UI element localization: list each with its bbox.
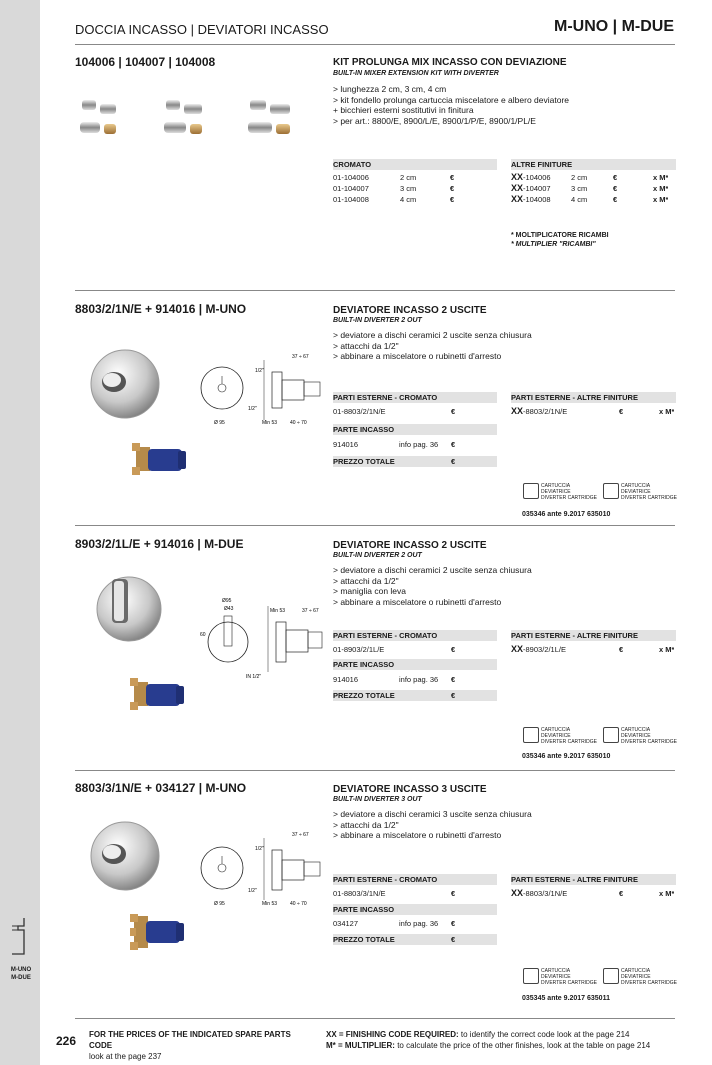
extension-kit-image [78,96,308,142]
table-header: ALTRE FINITURE [511,159,676,170]
svg-text:Min 53: Min 53 [262,901,278,907]
technical-drawing [198,592,326,684]
table-header: CROMATO [333,159,497,170]
svg-text:1/2": 1/2" [255,846,264,852]
table-row: XX -104006 2 cm € x M* [511,172,669,182]
product-title: DEVIATORE INCASSO 2 USCITE [333,305,487,316]
faucet-icon [8,916,34,956]
cartridge-codes: 035346 ante 9.2017 635010 [522,753,611,760]
table-row: 01-104008 4 cm € [333,195,455,204]
svg-text:1/2": 1/2" [248,888,257,894]
page-number: 226 [56,1034,77,1048]
product-title: DEVIATORE INCASSO 3 USCITE [333,784,487,795]
svg-text:40 ÷ 70: 40 ÷ 70 [290,901,307,907]
table-row: 01-104006 2 cm € [333,173,455,182]
table-total: PREZZO TOTALE € [333,690,497,701]
svg-text:37 ÷ 67: 37 ÷ 67 [302,608,319,614]
cartridge-icon: CARTUCCIA DEVIATRICE DIVERTER CARTRIDGE [603,727,677,745]
diverter-plate-image [94,573,164,645]
table-row: 034127 info pag. 36 € [333,919,456,928]
svg-text:Min 53: Min 53 [262,420,278,426]
cartridge-icon: CARTUCCIA DEVIATRICE DIVERTER CARTRIDGE [603,968,677,986]
product-subtitle: BUILT-IN DIVERTER 2 OUT [333,317,422,324]
header-divider [75,44,675,45]
svg-text:1/2": 1/2" [248,406,257,412]
multiplier-note: * MOLTIPLICATORE RICAMBI * MULTIPLIER "RICAMBI" [511,232,609,248]
table-header: PARTI ESTERNE - CROMATO [333,630,497,641]
cartridge-icons [523,727,677,745]
product-title: KIT PROLUNGA MIX INCASSO CON DEVIAZIONE [333,57,567,68]
cartridge-icons [523,968,677,986]
cartridge-icon: CARTUCCIA DEVIATRICE DIVERTER CARTRIDGE [523,483,597,501]
section-code: 104006 | 104007 | 104008 [75,55,216,69]
table-row: 01-8803/2/1N/E € [333,407,456,416]
product-subtitle: BUILT-IN MIXER EXTENSION KIT WITH DIVERTER [333,70,499,77]
cartridge-icon: CARTUCCIA DEVIATRICE DIVERTER CARTRIDGE [603,483,677,501]
svg-text:60: 60 [200,632,206,638]
product-subtitle: BUILT-IN DIVERTER 3 OUT [333,796,422,803]
section-divider [75,770,675,771]
cartridge-icon: CARTUCCIA DEVIATRICE DIVERTER CARTRIDGE [523,968,597,986]
sidebar-label: M-UNO M-DUE [10,967,32,981]
product-title: DEVIATORE INCASSO 2 USCITE [333,540,487,551]
product-bullets: > lunghezza 2 cm, 3 cm, 4 cm > kit fondello prolunga cartuccia miscelatore e albero deviatore + bicchieri esterni sostitutivi in finitura > per art.: 8800/E, 8900/L/E, 8900/1/P/E, 8900/1/PL/E [333,84,570,126]
built-in-body-image [128,676,188,712]
sidebar [0,0,40,1065]
page-category: DOCCIA INCASSO | DEVIATORI INCASSO [75,22,329,37]
cartridge-icon: CARTUCCIA DEVIATRICE DIVERTER CARTRIDGE [523,727,597,745]
svg-text:1/2": 1/2" [255,368,264,374]
table-header: PARTE INCASSO [333,659,497,670]
table-header: PARTE INCASSO [333,424,497,435]
svg-text:IN 1/2": IN 1/2" [246,674,262,680]
svg-text:Ø95: Ø95 [222,598,232,604]
table-row: 914016 info pag. 36 € [333,440,456,449]
table-header: PARTI ESTERNE - ALTRE FINITURE [511,392,676,403]
product-bullets: > deviatore a dischi ceramici 2 uscite senza chiusura > attacchi da 1/2" > maniglia con leva > abbinare a miscelatore o rubinetti d'arresto [333,565,532,607]
table-header: PARTI ESTERNE - CROMATO [333,874,497,885]
technical-drawing [200,828,326,910]
diverter-plate-image [88,818,163,894]
table-header: PARTI ESTERNE - ALTRE FINITURE [511,630,676,641]
table-total: PREZZO TOTALE € [333,934,497,945]
table-row: 914016 info pag. 36 € [333,675,456,684]
table-row: 01-8903/2/1L/E € [333,645,456,654]
table-row: XX -8903/2/1L/E € x M* [511,644,675,654]
footer-spare-parts-note: FOR THE PRICES OF THE INDICATED SPARE PARTS CODE look at the page 237 [89,1030,291,1061]
table-header: PARTI ESTERNE - CROMATO [333,392,497,403]
cartridge-codes: 035345 ante 9.2017 635011 [522,995,610,1002]
product-subtitle: BUILT-IN DIVERTER 2 OUT [333,552,422,559]
footer-divider [75,1018,675,1019]
technical-drawing [200,350,326,430]
footer-legend: XX = FINISHING CODE REQUIRED: to identify the correct code look at the page 214 M* = MULTIPLIER: to calculate the price of the other finishes, look at the table on page 214 [326,1030,651,1050]
svg-text:Min 53: Min 53 [270,608,286,614]
cartridge-icons [523,483,677,501]
product-bullets: > deviatore a dischi ceramici 3 uscite senza chiusura > attacchi da 1/2" > abbinare a miscelatore o rubinetti d'arresto [333,809,532,840]
section-divider [75,525,675,526]
table-header: PARTI ESTERNE - ALTRE FINITURE [511,874,676,885]
table-row: 01-104007 3 cm € [333,184,455,193]
table-row: XX -104008 4 cm € x M* [511,194,669,204]
svg-text:37 ÷ 67: 37 ÷ 67 [292,354,309,360]
svg-text:37 ÷ 67: 37 ÷ 67 [292,832,309,838]
section-code: 8803/3/1N/E + 034127 | M-UNO [75,781,247,795]
section-code: 8803/2/1N/E + 914016 | M-UNO [75,302,247,316]
table-row: XX -8803/3/1N/E € x M* [511,888,675,898]
built-in-body-image [128,912,188,952]
section-divider [75,290,675,291]
page-series: M-UNO | M-DUE [553,18,674,35]
svg-text:Ø43: Ø43 [224,606,234,612]
diverter-plate-image [88,346,163,422]
svg-text:40 ÷ 70: 40 ÷ 70 [290,420,307,426]
cartridge-codes: 035346 ante 9.2017 635010 [522,511,611,518]
product-bullets: > deviatore a dischi ceramici 2 uscite senza chiusura > attacchi da 1/2" > abbinare a miscelatore o rubinetti d'arresto [333,330,532,361]
table-row: XX -8803/2/1N/E € x M* [511,406,675,416]
svg-text:Ø 95: Ø 95 [214,901,225,907]
section-code: 8903/2/1L/E + 914016 | M-DUE [75,537,244,551]
built-in-body-image [130,441,190,477]
table-header: PARTE INCASSO [333,904,497,915]
table-total: PREZZO TOTALE € [333,456,497,467]
table-row: 01-8803/3/1N/E € [333,889,456,898]
svg-text:Ø 95: Ø 95 [214,420,225,426]
table-row: XX -104007 3 cm € x M* [511,183,669,193]
